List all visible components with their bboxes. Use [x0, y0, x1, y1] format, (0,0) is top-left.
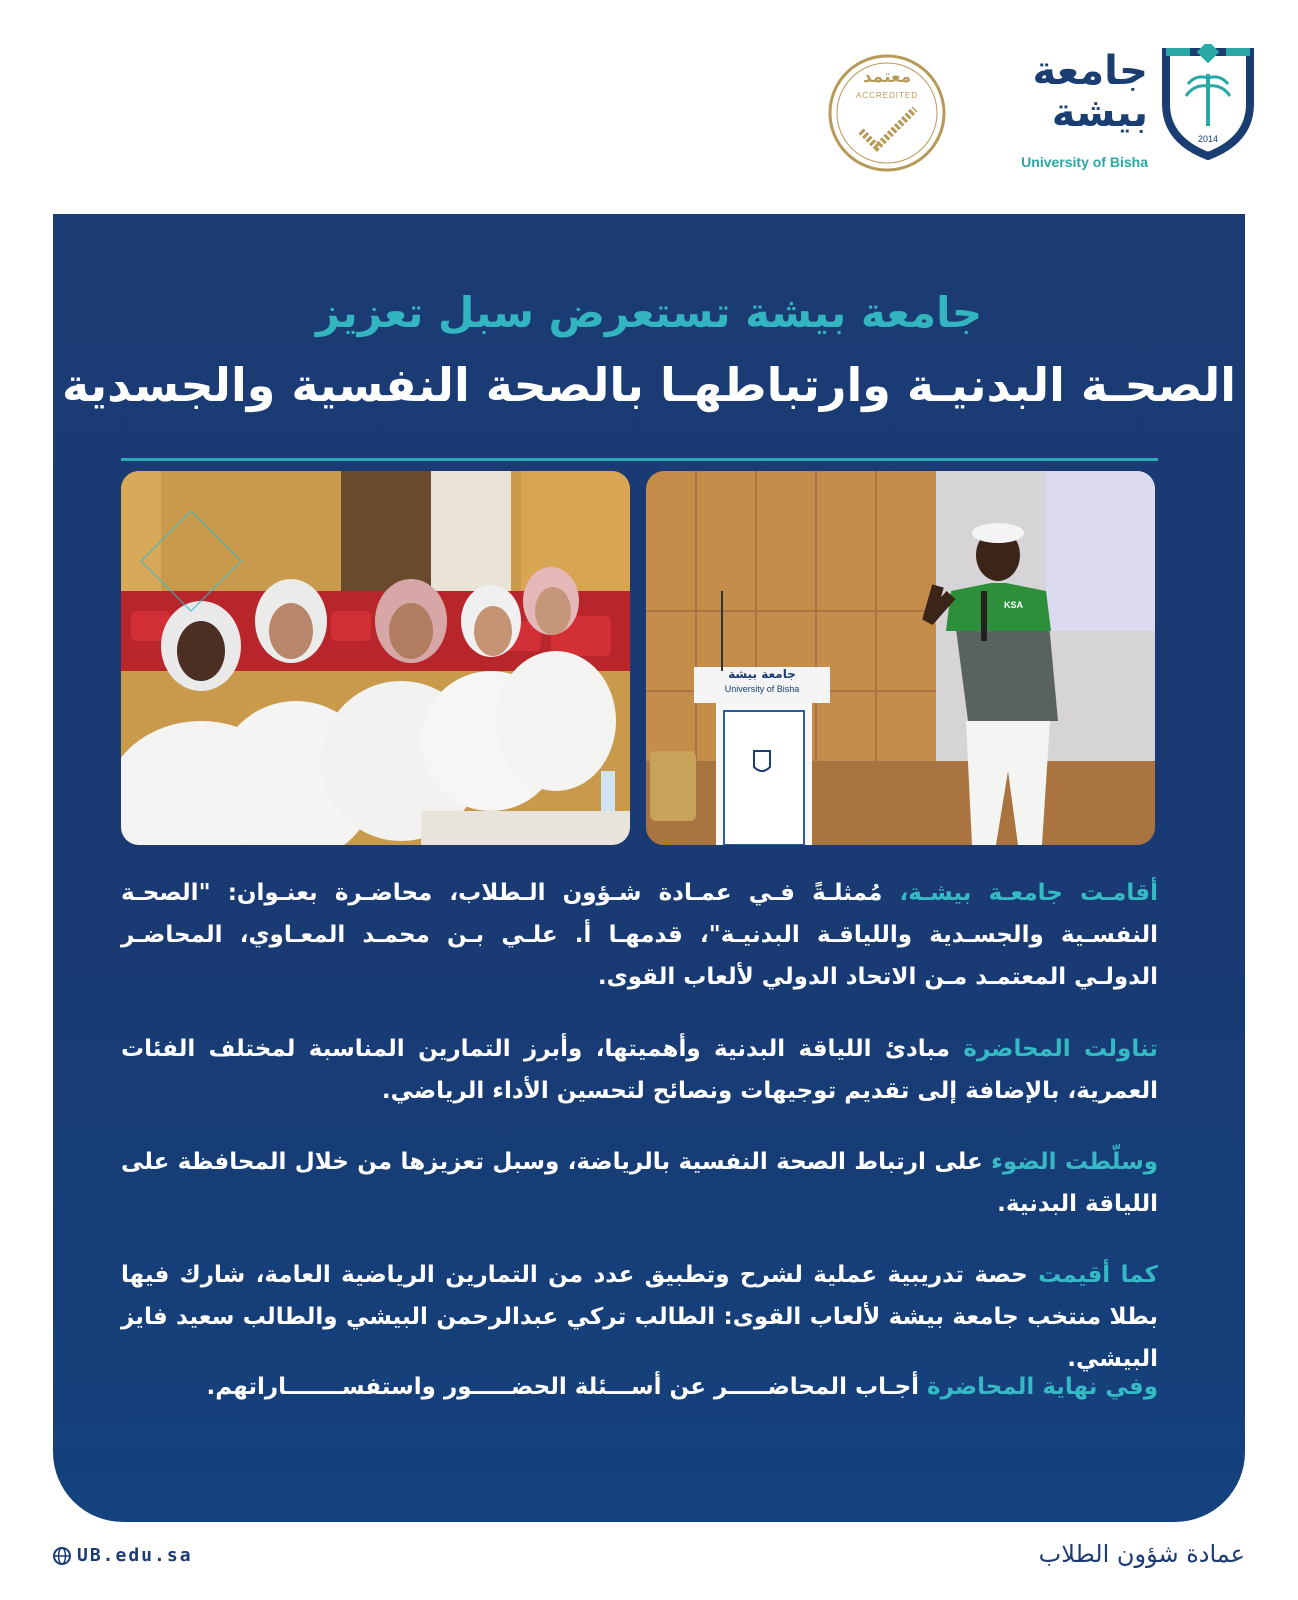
paragraph-1-text: مُمثلـةً فـي عمـادة شـؤون الـطلاب، محاضـرة بعنـوان: "الصحـة النفسـية والجسـدية واللياقـة البدنيـة"، قدمهـا أ. علـي بـن محمـد المعـاوي، المحاضـر الدولـي المعتمـد مـن الاتحاد الدولي لألعاب القوى.: [121, 880, 1158, 990]
paragraph-4-lead: كما أقيمت: [1038, 1262, 1158, 1288]
title-line2: الصحـة البدنيـة وارتباطهـا بالصحة النفسية والجسدية: [61, 358, 1237, 412]
university-name-ar-line1: جامعة: [1032, 48, 1148, 94]
paragraph-5-text: أجـاب المحاضـــــر عن أســـئلة الحضـــــور واستفســـــــاراتهم.: [206, 1374, 928, 1400]
paragraph-2-lead: تناولت المحاضرة: [963, 1036, 1158, 1062]
audience-photo: [121, 471, 630, 845]
title-divider: [121, 458, 1158, 461]
podium-label-en: University of Bisha: [724, 684, 800, 694]
paragraph-3: [121, 1141, 1158, 1225]
header: [0, 0, 1298, 214]
news-card: [53, 214, 1245, 1522]
shirt-label: KSA: [1004, 600, 1024, 610]
website-link[interactable]: [53, 1545, 193, 1566]
paragraph-3-text: على ارتباط الصحة النفسية بالرياضة، وسبل تعزيزها من خلال المحافظة على اللياقة البدنية.: [121, 1149, 1158, 1217]
paragraph-4-text: حصة تدريبية عملية لشرح وتطبيق عدد من التمارين الرياضية العامة، شارك فيها بطلا منتخب جامعة بيشة لألعاب القوى: الطالب تركي عبدالرحمن البيشي والطالب سعيد فايز البيشي.: [121, 1262, 1158, 1372]
university-name-ar-line2: بيشة: [1051, 90, 1148, 136]
shield-year: 2014: [1197, 134, 1219, 144]
paragraph-4: [121, 1254, 1158, 1380]
accreditation-label-en: ACCREDITED: [855, 91, 918, 100]
speaker-photo: [646, 471, 1155, 845]
paragraph-2-text: مبادئ اللياقة البدنية وأهميتها، وأبرز التمارين المناسبة لمختلف الفئات العمرية، بالإضافة إلى تقديم توجيهات ونصائح لتحسين الأداء الرياضي.: [121, 1036, 1158, 1104]
title-line1: جامعة بيشة تستعرض سبل تعزيز: [315, 288, 983, 337]
podium-label-ar: جامعة بيشة: [728, 667, 796, 681]
university-name-ar: [998, 50, 1148, 134]
accreditation-seal: [827, 53, 947, 173]
university-shield-icon: [1160, 44, 1256, 160]
website-url: UB.edu.sa: [77, 1545, 193, 1566]
paragraph-1-lead: أقامـت جامعـة بيشـة،: [899, 880, 1158, 906]
paragraph-1: [121, 872, 1158, 998]
university-logo[interactable]: [1000, 44, 1256, 180]
accreditation-label-ar: معتمد: [862, 67, 912, 87]
university-name-en: University of Bisha: [1021, 154, 1148, 170]
paragraph-3-lead: وسلّطت الضوء: [991, 1149, 1158, 1175]
globe-icon: [53, 1547, 71, 1565]
deanship-name: عمادة شؤون الطلاب: [1038, 1540, 1245, 1568]
paragraph-2: [121, 1028, 1158, 1112]
paragraph-5-lead: وفي نهاية المحاضرة: [927, 1374, 1158, 1400]
paragraph-5: [121, 1366, 1158, 1408]
